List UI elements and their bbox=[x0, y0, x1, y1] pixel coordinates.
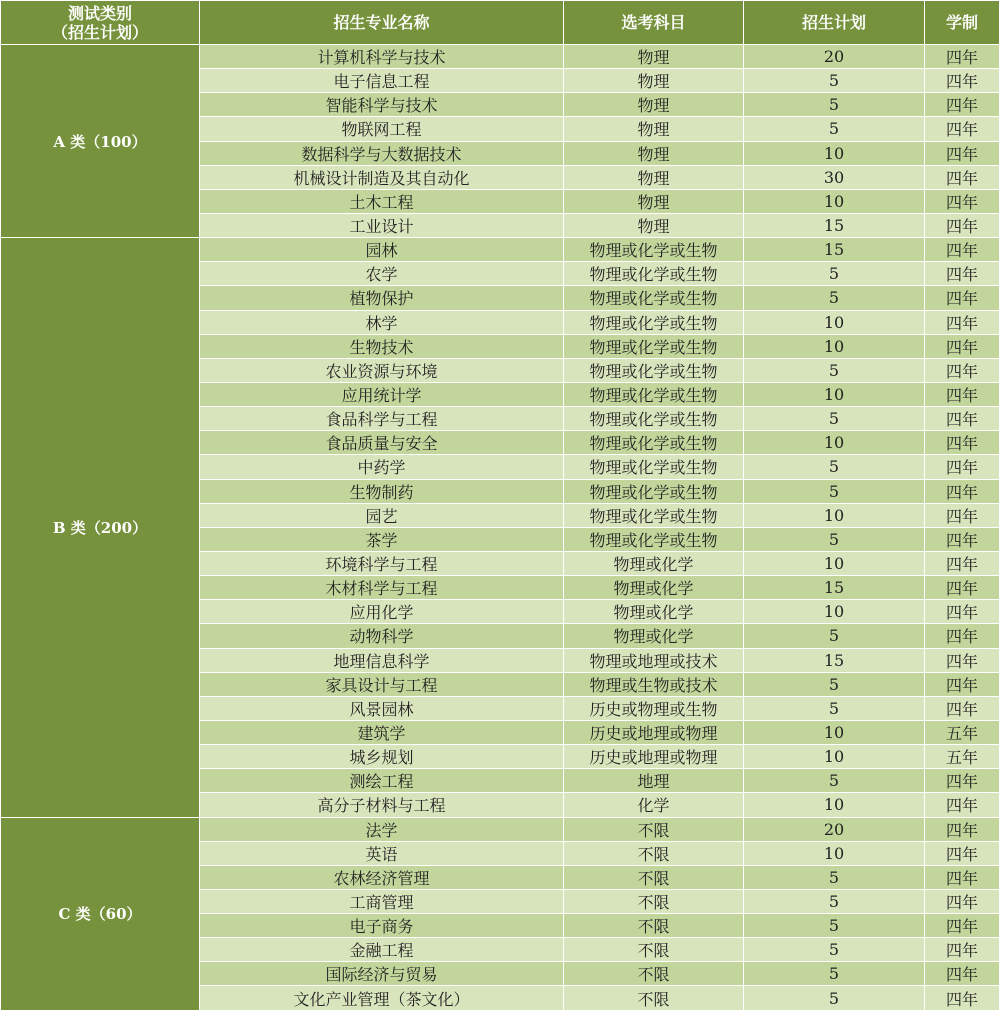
major-cell: 园艺 bbox=[200, 503, 564, 527]
category-cell: A 类（100） bbox=[1, 45, 200, 238]
duration-cell: 四年 bbox=[925, 382, 999, 406]
major-cell: 土木工程 bbox=[200, 189, 564, 213]
duration-cell: 五年 bbox=[925, 745, 999, 769]
plan-cell: 10 bbox=[744, 431, 925, 455]
header-category-line2: （招生计划） bbox=[51, 22, 148, 42]
duration-cell: 四年 bbox=[925, 986, 999, 1011]
subjects-cell: 物理或化学或生物 bbox=[564, 479, 744, 503]
major-cell: 环境科学与工程 bbox=[200, 551, 564, 575]
subjects-cell: 不限 bbox=[564, 986, 744, 1011]
subjects-cell: 不限 bbox=[564, 841, 744, 865]
plan-cell: 5 bbox=[744, 672, 925, 696]
subjects-cell: 化学 bbox=[564, 793, 744, 817]
subjects-cell: 物理或化学或生物 bbox=[564, 382, 744, 406]
major-cell: 农业资源与环境 bbox=[200, 358, 564, 382]
major-cell: 风景园林 bbox=[200, 696, 564, 720]
duration-cell: 四年 bbox=[925, 841, 999, 865]
duration-cell: 四年 bbox=[925, 407, 999, 431]
plan-cell: 5 bbox=[744, 527, 925, 551]
subjects-cell: 物理或化学或生物 bbox=[564, 503, 744, 527]
major-cell: 动物科学 bbox=[200, 624, 564, 648]
plan-cell: 5 bbox=[744, 455, 925, 479]
table-body bbox=[1, 45, 999, 1011]
duration-cell: 四年 bbox=[925, 358, 999, 382]
subjects-cell: 物理或化学或生物 bbox=[564, 358, 744, 382]
plan-cell: 10 bbox=[744, 720, 925, 744]
subjects-cell: 不限 bbox=[564, 962, 744, 986]
major-cell: 中药学 bbox=[200, 455, 564, 479]
major-cell: 应用统计学 bbox=[200, 382, 564, 406]
duration-cell: 四年 bbox=[925, 334, 999, 358]
duration-cell: 四年 bbox=[925, 93, 999, 117]
plan-cell: 5 bbox=[744, 93, 925, 117]
duration-cell: 四年 bbox=[925, 45, 999, 69]
subjects-cell: 不限 bbox=[564, 865, 744, 889]
header-category bbox=[1, 1, 200, 45]
plan-cell: 5 bbox=[744, 769, 925, 793]
major-cell: 家具设计与工程 bbox=[200, 672, 564, 696]
plan-cell: 5 bbox=[744, 69, 925, 93]
major-cell: 英语 bbox=[200, 841, 564, 865]
major-cell: 农学 bbox=[200, 262, 564, 286]
header-duration: 学制 bbox=[925, 1, 999, 45]
subjects-cell: 物理 bbox=[564, 45, 744, 69]
duration-cell: 四年 bbox=[925, 165, 999, 189]
category-cell: C 类（60） bbox=[1, 817, 200, 1011]
subjects-cell: 不限 bbox=[564, 938, 744, 962]
duration-cell: 四年 bbox=[925, 817, 999, 841]
plan-cell: 10 bbox=[744, 745, 925, 769]
plan-cell: 5 bbox=[744, 479, 925, 503]
duration-cell: 四年 bbox=[925, 696, 999, 720]
header-category-line1: 测试类别 bbox=[67, 3, 132, 23]
category-cell: B 类（200） bbox=[1, 238, 200, 817]
plan-cell: 15 bbox=[744, 213, 925, 237]
major-cell: 金融工程 bbox=[200, 938, 564, 962]
subjects-cell: 物理 bbox=[564, 165, 744, 189]
major-cell: 工商管理 bbox=[200, 889, 564, 913]
subjects-cell: 物理或化学或生物 bbox=[564, 431, 744, 455]
duration-cell: 四年 bbox=[925, 672, 999, 696]
plan-cell: 20 bbox=[744, 817, 925, 841]
plan-cell: 15 bbox=[744, 576, 925, 600]
duration-cell: 四年 bbox=[925, 865, 999, 889]
subjects-cell: 不限 bbox=[564, 817, 744, 841]
plan-cell: 30 bbox=[744, 165, 925, 189]
table-row bbox=[1, 817, 999, 841]
subjects-cell: 物理或化学 bbox=[564, 600, 744, 624]
plan-cell: 5 bbox=[744, 986, 925, 1011]
duration-cell: 四年 bbox=[925, 793, 999, 817]
major-cell: 智能科学与技术 bbox=[200, 93, 564, 117]
major-cell: 城乡规划 bbox=[200, 745, 564, 769]
plan-cell: 10 bbox=[744, 503, 925, 527]
major-cell: 数据科学与大数据技术 bbox=[200, 141, 564, 165]
subjects-cell: 物理或化学或生物 bbox=[564, 334, 744, 358]
subjects-cell: 物理 bbox=[564, 93, 744, 117]
major-cell: 建筑学 bbox=[200, 720, 564, 744]
plan-cell: 10 bbox=[744, 793, 925, 817]
plan-cell: 5 bbox=[744, 117, 925, 141]
duration-cell: 四年 bbox=[925, 914, 999, 938]
duration-cell: 四年 bbox=[925, 938, 999, 962]
subjects-cell: 不限 bbox=[564, 914, 744, 938]
plan-cell: 20 bbox=[744, 45, 925, 69]
header-major: 招生专业名称 bbox=[200, 1, 564, 45]
subjects-cell: 物理或化学或生物 bbox=[564, 262, 744, 286]
subjects-cell: 物理 bbox=[564, 213, 744, 237]
major-cell: 茶学 bbox=[200, 527, 564, 551]
duration-cell: 四年 bbox=[925, 503, 999, 527]
duration-cell: 四年 bbox=[925, 576, 999, 600]
duration-cell: 四年 bbox=[925, 69, 999, 93]
duration-cell: 四年 bbox=[925, 600, 999, 624]
plan-cell: 10 bbox=[744, 189, 925, 213]
plan-cell: 5 bbox=[744, 889, 925, 913]
subjects-cell: 物理或化学或生物 bbox=[564, 455, 744, 479]
duration-cell: 四年 bbox=[925, 889, 999, 913]
duration-cell: 四年 bbox=[925, 455, 999, 479]
plan-cell: 5 bbox=[744, 938, 925, 962]
duration-cell: 四年 bbox=[925, 769, 999, 793]
plan-cell: 5 bbox=[744, 358, 925, 382]
table-row bbox=[1, 238, 999, 262]
plan-cell: 10 bbox=[744, 141, 925, 165]
plan-cell: 10 bbox=[744, 334, 925, 358]
subjects-cell: 物理或生物或技术 bbox=[564, 672, 744, 696]
subjects-cell: 历史或物理或生物 bbox=[564, 696, 744, 720]
plan-cell: 5 bbox=[744, 407, 925, 431]
subjects-cell: 物理或地理或技术 bbox=[564, 648, 744, 672]
major-cell: 电子信息工程 bbox=[200, 69, 564, 93]
duration-cell: 四年 bbox=[925, 551, 999, 575]
plan-cell: 15 bbox=[744, 238, 925, 262]
duration-cell: 四年 bbox=[925, 213, 999, 237]
major-cell: 物联网工程 bbox=[200, 117, 564, 141]
subjects-cell: 物理或化学 bbox=[564, 551, 744, 575]
duration-cell: 五年 bbox=[925, 720, 999, 744]
header-row bbox=[1, 1, 999, 45]
subjects-cell: 物理 bbox=[564, 117, 744, 141]
subjects-cell: 地理 bbox=[564, 769, 744, 793]
subjects-cell: 物理或化学或生物 bbox=[564, 286, 744, 310]
major-cell: 工业设计 bbox=[200, 213, 564, 237]
major-cell: 木材科学与工程 bbox=[200, 576, 564, 600]
duration-cell: 四年 bbox=[925, 648, 999, 672]
duration-cell: 四年 bbox=[925, 189, 999, 213]
major-cell: 计算机科学与技术 bbox=[200, 45, 564, 69]
subjects-cell: 物理或化学或生物 bbox=[564, 527, 744, 551]
duration-cell: 四年 bbox=[925, 624, 999, 648]
plan-cell: 5 bbox=[744, 865, 925, 889]
plan-cell: 10 bbox=[744, 841, 925, 865]
subjects-cell: 物理 bbox=[564, 189, 744, 213]
plan-cell: 5 bbox=[744, 262, 925, 286]
major-cell: 农林经济管理 bbox=[200, 865, 564, 889]
subjects-cell: 物理或化学 bbox=[564, 576, 744, 600]
major-cell: 高分子材料与工程 bbox=[200, 793, 564, 817]
duration-cell: 四年 bbox=[925, 310, 999, 334]
duration-cell: 四年 bbox=[925, 262, 999, 286]
plan-cell: 5 bbox=[744, 624, 925, 648]
plan-cell: 5 bbox=[744, 914, 925, 938]
duration-cell: 四年 bbox=[925, 238, 999, 262]
subjects-cell: 物理或化学或生物 bbox=[564, 407, 744, 431]
major-cell: 生物制药 bbox=[200, 479, 564, 503]
plan-cell: 10 bbox=[744, 382, 925, 406]
duration-cell: 四年 bbox=[925, 962, 999, 986]
subjects-cell: 物理或化学或生物 bbox=[564, 238, 744, 262]
major-cell: 应用化学 bbox=[200, 600, 564, 624]
major-cell: 法学 bbox=[200, 817, 564, 841]
subjects-cell: 物理或化学 bbox=[564, 624, 744, 648]
major-cell: 植物保护 bbox=[200, 286, 564, 310]
table-row bbox=[1, 45, 999, 69]
major-cell: 国际经济与贸易 bbox=[200, 962, 564, 986]
duration-cell: 四年 bbox=[925, 431, 999, 455]
header-subjects: 选考科目 bbox=[564, 1, 744, 45]
major-cell: 地理信息科学 bbox=[200, 648, 564, 672]
major-cell: 机械设计制造及其自动化 bbox=[200, 165, 564, 189]
duration-cell: 四年 bbox=[925, 141, 999, 165]
plan-cell: 10 bbox=[744, 551, 925, 575]
subjects-cell: 历史或地理或物理 bbox=[564, 720, 744, 744]
plan-cell: 5 bbox=[744, 286, 925, 310]
major-cell: 文化产业管理（茶文化） bbox=[200, 986, 564, 1011]
subjects-cell: 不限 bbox=[564, 889, 744, 913]
major-cell: 电子商务 bbox=[200, 914, 564, 938]
subjects-cell: 物理 bbox=[564, 141, 744, 165]
duration-cell: 四年 bbox=[925, 479, 999, 503]
plan-cell: 10 bbox=[744, 310, 925, 334]
header-plan: 招生计划 bbox=[744, 1, 925, 45]
plan-cell: 15 bbox=[744, 648, 925, 672]
major-cell: 园林 bbox=[200, 238, 564, 262]
plan-cell: 5 bbox=[744, 696, 925, 720]
duration-cell: 四年 bbox=[925, 527, 999, 551]
duration-cell: 四年 bbox=[925, 117, 999, 141]
subjects-cell: 历史或地理或物理 bbox=[564, 745, 744, 769]
subjects-cell: 物理或化学或生物 bbox=[564, 310, 744, 334]
major-cell: 食品科学与工程 bbox=[200, 407, 564, 431]
subjects-cell: 物理 bbox=[564, 69, 744, 93]
major-cell: 林学 bbox=[200, 310, 564, 334]
plan-cell: 5 bbox=[744, 962, 925, 986]
major-cell: 生物技术 bbox=[200, 334, 564, 358]
plan-cell: 10 bbox=[744, 600, 925, 624]
major-cell: 测绘工程 bbox=[200, 769, 564, 793]
duration-cell: 四年 bbox=[925, 286, 999, 310]
major-cell: 食品质量与安全 bbox=[200, 431, 564, 455]
